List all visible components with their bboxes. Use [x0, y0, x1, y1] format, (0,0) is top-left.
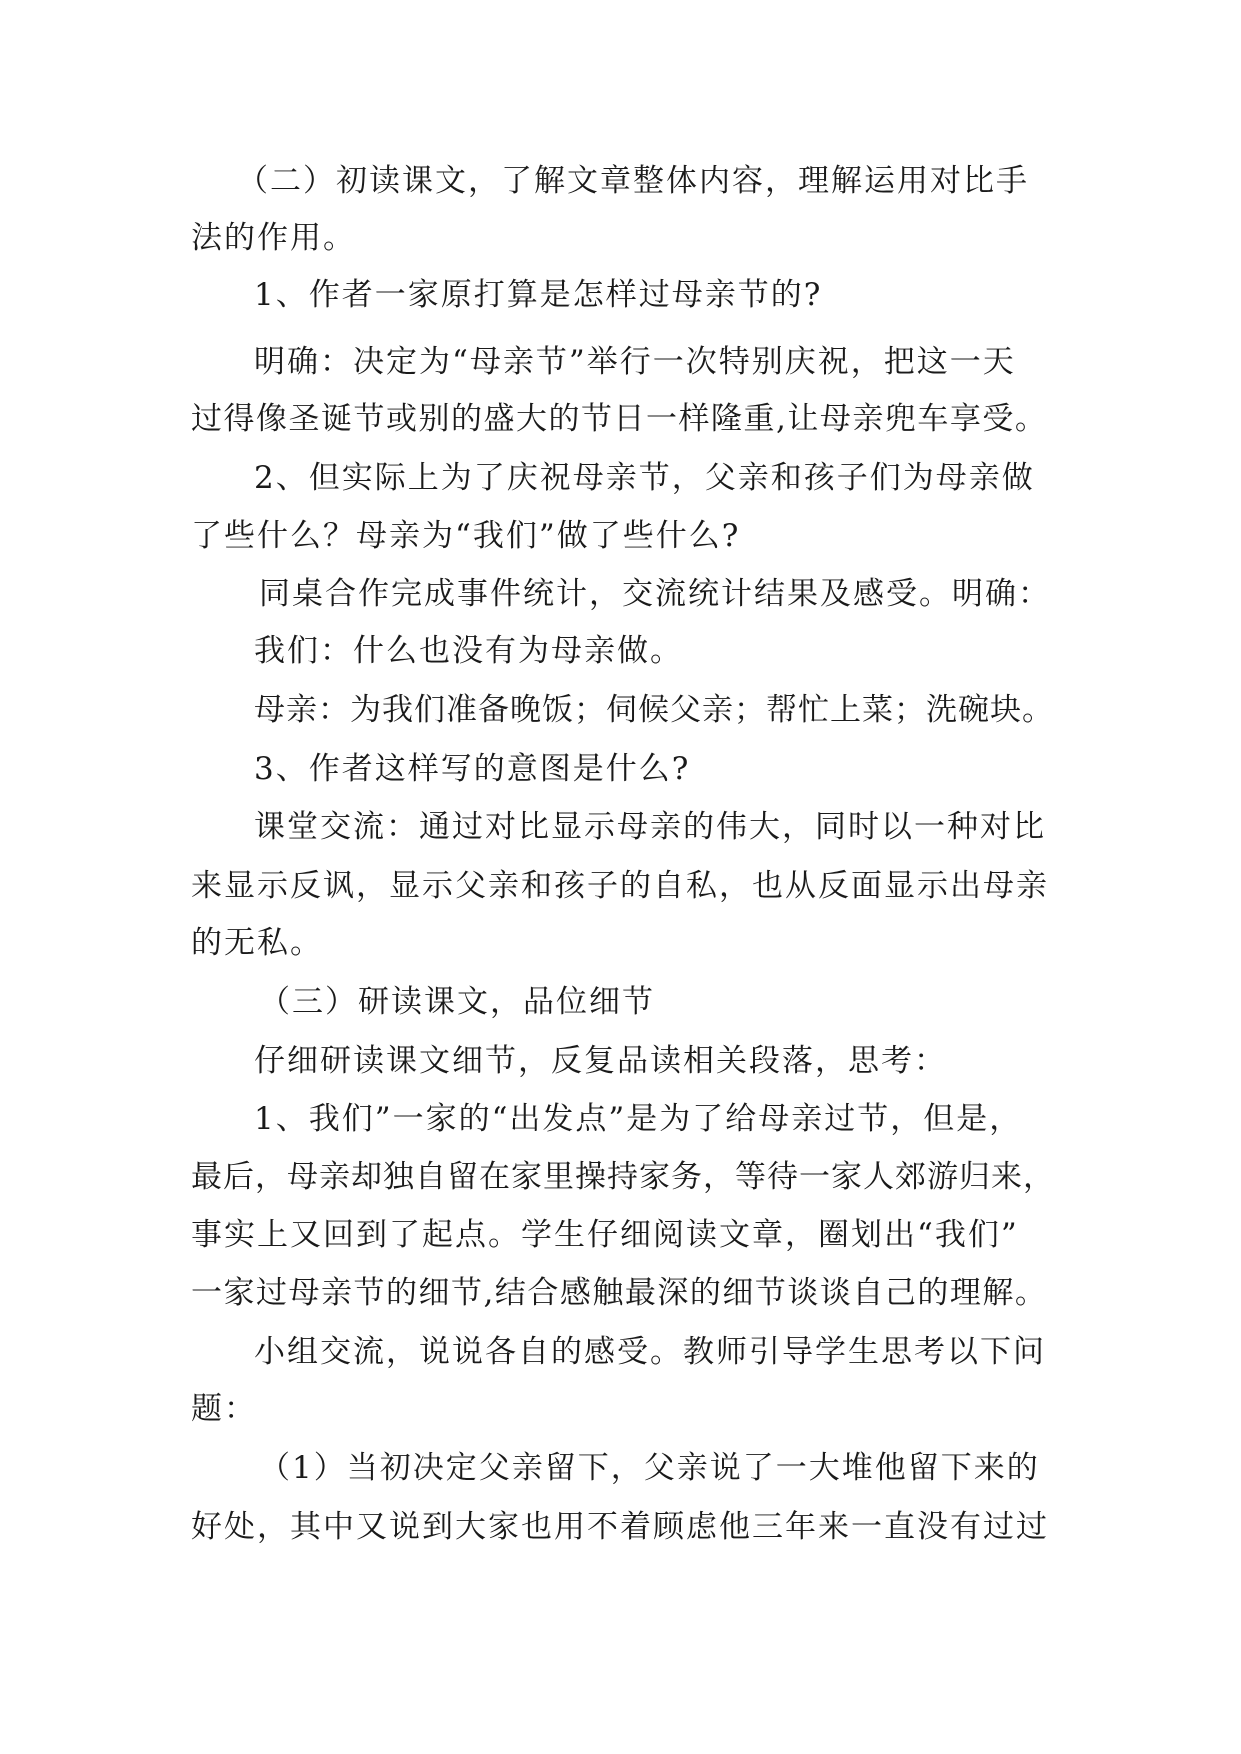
- text-line: （1）当初决定父亲留下，父亲说了一大堆他留下来的: [259, 1450, 1040, 1486]
- text-line: 明确：决定为“母亲节”举行一次特别庆祝，把这一天: [254, 344, 1016, 380]
- text-line: 母亲：为我们准备晚饭；伺候父亲；帮忙上菜；洗碗块。: [254, 692, 1054, 728]
- text-line: 我们：什么也没有为母亲做。: [254, 633, 683, 669]
- text-line: 过得像圣诞节或别的盛大的节日一样隆重,让母亲兜车享受。: [191, 401, 1048, 437]
- text-line: 法的作用。: [191, 220, 356, 256]
- text-line: 同桌合作完成事件统计，交流统计结果及感受。明确：: [259, 576, 1051, 612]
- text-line: 的无私。: [191, 925, 323, 961]
- text-line: 1、我们”一家的“出发点”是为了给母亲过节，但是，: [254, 1101, 1023, 1137]
- text-line: 课堂交流：通过对比显示母亲的伟大，同时以一种对比: [254, 809, 1046, 845]
- text-line: 好处，其中又说到大家也用不着顾虑他三年来一直没有过过: [191, 1509, 1049, 1545]
- text-line: （二）初读课文，了解文章整体内容，理解运用对比手: [237, 163, 1029, 199]
- text-line: 了些什么？母亲为“我们”做了些什么?: [191, 518, 741, 554]
- text-line: （三）研读课文，品位细节: [259, 984, 655, 1020]
- text-line: 来显示反讽，显示父亲和孩子的自私，也从反面显示出母亲: [191, 868, 1049, 904]
- text-line: 2、但实际上为了庆祝母亲节，父亲和孩子们为母亲做: [254, 460, 1035, 496]
- text-line: 题：: [191, 1391, 257, 1427]
- text-line: 小组交流，说说各自的感受。教师引导学生思考以下问: [254, 1334, 1046, 1370]
- text-line: 最后，母亲却独自留在家里操持家务，等待一家人郊游归来，: [191, 1159, 1055, 1195]
- text-line: 3、作者这样写的意图是什么?: [254, 751, 691, 787]
- text-line: 一家过母亲节的细节,结合感触最深的细节谈谈自己的理解。: [191, 1275, 1048, 1311]
- text-line: 仔细研读课文细节，反复品读相关段落，思考：: [254, 1043, 947, 1079]
- text-line: 1、作者一家原打算是怎样过母亲节的?: [254, 277, 823, 313]
- text-line: 事实上又回到了起点。学生仔细阅读文章，圈划出“我们”: [191, 1217, 1019, 1253]
